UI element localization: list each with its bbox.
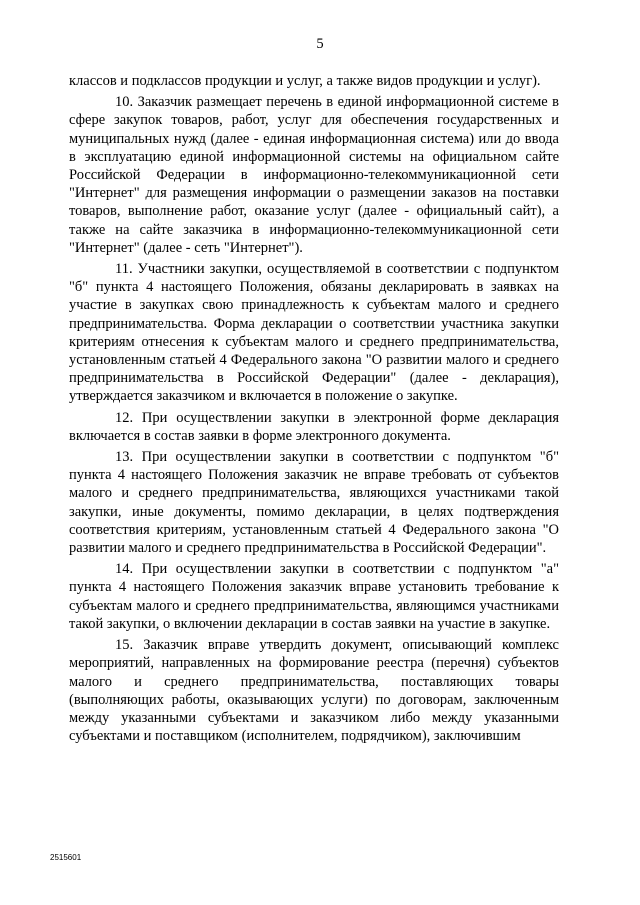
paragraph-15: 15. Заказчик вправе утвердить документ, описывающий комплекс мероприятий, направленных на формирование реестра (перечня) субъектов малого и среднего предпринимательства, поставляющих товары (выполняющих работы, оказывающих услуги) по договорам, заключенным между указанными субъектами и заказчиком либо между указанными субъектами и поставщиком (исполнителем, подрядчиком), заключившим (69, 637, 559, 745)
document-body (69, 72, 559, 745)
paragraph-11: 11. Участники закупки, осуществляемой в соответствии с подпунктом "б" пункта 4 настоящего Положения, обязаны декларировать в заявках на участие в закупках свою принадлежность к субъектам малого и среднего предпринимательства. Форма декларации о соответствии участника закупки критериям отнесения к субъектам малого и среднего предпринимательства, установленным статьей 4 Федерального закона "О развитии малого и среднего предпринимательства в Российской Федерации" (далее - декларация), утверждается заказчиком и включается в положение о закупке. (69, 261, 559, 405)
paragraph-13: 13. При осуществлении закупки в соответствии с подпунктом "б" пункта 4 настоящего Положения заказчик не вправе требовать от субъектов малого и среднего предпринимательства, являющихся участниками такой закупки, иные документы, помимо декларации, в целях подтверждения соответствия критериям, установленным статьей 4 Федерального закона "О развитии малого и среднего предпринимательства в Российской Федерации". (69, 449, 559, 557)
paragraph-12: 12. При осуществлении закупки в электронной форме декларация включается в состав заявки в форме электронного документа. (69, 409, 559, 444)
paragraph-continuation: классов и подклассов продукции и услуг, а также видов продукции и услуг). (69, 73, 541, 89)
paragraph-10: 10. Заказчик размещает перечень в единой информационной системе в сфере закупок товаров, работ, услуг для обеспечения государственных и муниципальных нужд (далее - единая информационная система) или до ввода в эксплуатацию единой информационной системы на официальном сайте Российской Федерации в информационно-телекоммуникационной сети "Интернет" для размещения информации о размещении заказов на поставки товаров, выполнение работ, оказание услуг (далее - официальный сайт), а также на сайте заказчика в информационно-телекоммуникационной сети "Интернет" (далее - сеть "Интернет"). (69, 94, 559, 256)
paragraph-14: 14. При осуществлении закупки в соответствии с подпунктом "а" пункта 4 настоящего Положения заказчик вправе установить требование к субъектам малого и среднего предпринимательства, являющимся участниками такой закупки, о включении декларации в состав заявки на участие в закупке. (69, 561, 559, 632)
page-number: 5 (316, 36, 324, 52)
document-code: 2515601 (50, 853, 82, 862)
